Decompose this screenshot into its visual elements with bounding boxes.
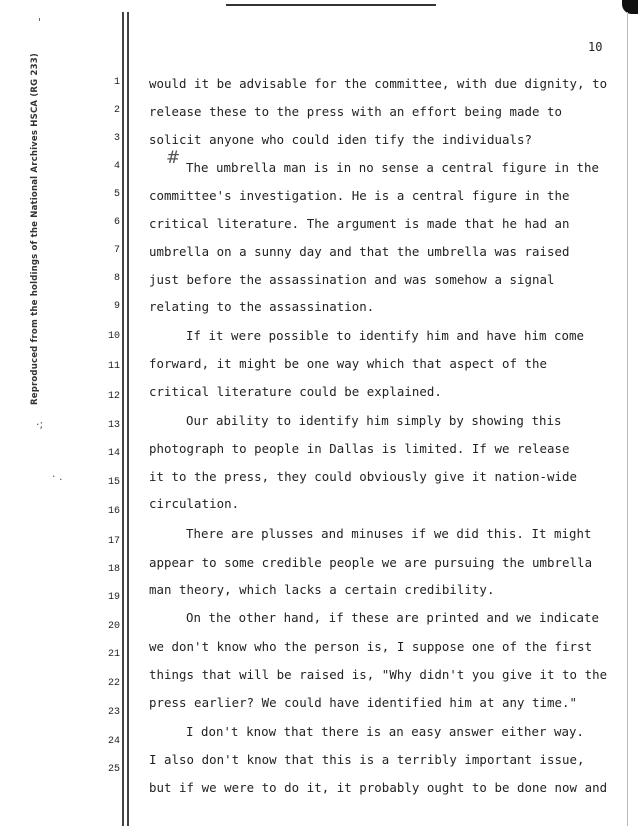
line-number: 17 [107,536,120,547]
line-number: 19 [107,592,120,603]
text-line: relating to the assassination. [149,299,375,314]
line-number: 20 [107,621,120,632]
corner-mark [622,0,638,14]
text-line: it to the press, they could obviously give it nation-wide [149,469,578,484]
text-line: press earlier? We could have identified him at any time." [149,695,578,710]
text-line: I don't know that there is an easy answer either way. [186,724,585,739]
line-number: 4 [113,161,120,172]
text-line: photograph to people in Dallas is limited. If we release [149,441,570,456]
text-line: Our ability to identify him simply by showing this [186,413,562,428]
text-line: we don't know who the person is, I suppose one of the first [149,639,593,654]
text-line: appear to some credible people we are pursuing the umbrella [149,555,593,570]
text-line: If it were possible to identify him and have him come [186,328,585,343]
top-rule [226,4,436,6]
line-number: 22 [107,678,120,689]
text-line: release these to the press with an effort being made to [149,104,563,119]
margin-rule-left [122,12,124,826]
stray-mark: ' [38,16,42,29]
line-number: 13 [107,420,120,431]
text-line: The umbrella man is in no sense a central figure in the [186,160,600,175]
line-number: 10 [107,331,120,342]
line-number: 8 [113,273,120,284]
line-number: 2 [113,105,120,116]
archive-note: Reproduced from the holdings of the National Archives HSCA (RG 233) [30,53,40,405]
margin-rule-left-inner [127,12,129,826]
text-line: There are plusses and minuses if we did this. It might [186,526,592,541]
text-line: circulation. [149,496,240,511]
stray-mark: ·; [36,418,44,431]
stray-mark: · . [52,470,63,483]
margin-rule-right [627,12,628,826]
text-line: On the other hand, if these are printed and we indicate [186,610,600,625]
text-line: just before the assassination and was somehow a signal [149,272,555,287]
text-line: I also don't know that this is a terribly important issue, [149,752,585,767]
text-line: critical literature could be explained. [149,384,442,399]
line-number: 5 [113,189,120,200]
text-line: solicit anyone who could iden tify the individuals? [149,132,532,147]
text-line: critical literature. The argument is made that he had an [149,216,570,231]
line-number: 23 [107,707,120,718]
line-number: 1 [113,77,120,88]
line-number: 25 [107,764,120,775]
handwritten-paragraph-mark: # [166,148,181,168]
line-number: 14 [107,448,120,459]
text-line: umbrella on a sunny day and that the umbrella was raised [149,244,570,259]
text-line: but if we were to do it, it probably ought to be done now and [149,780,608,795]
line-number: 3 [113,133,120,144]
line-number: 15 [107,477,120,488]
line-number: 7 [113,245,120,256]
line-number: 11 [107,361,120,372]
line-number: 9 [113,301,120,312]
line-number: 21 [107,649,120,660]
line-number: 6 [113,217,120,228]
text-line: forward, it might be one way which that aspect of the [149,356,548,371]
line-number: 16 [107,506,120,517]
text-line: committee's investigation. He is a central figure in the [149,188,570,203]
page-number: 10 [588,40,603,54]
line-number: 18 [107,564,120,575]
line-number: 12 [107,391,120,402]
text-line: things that will be raised is, "Why didn't you give it to the [149,667,608,682]
text-line: would it be advisable for the committee, with due dignity, to [149,76,608,91]
text-line: man theory, which lacks a certain credibility. [149,582,495,597]
line-number: 24 [107,736,120,747]
